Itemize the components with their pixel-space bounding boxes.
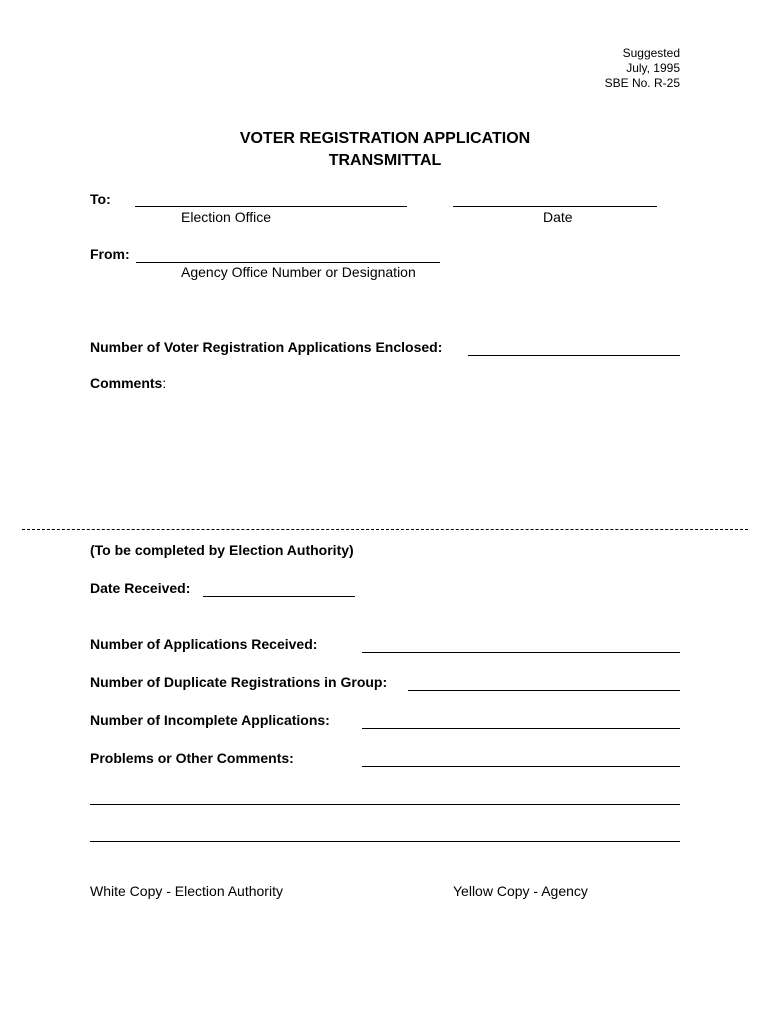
- form-number: SBE No. R-25: [604, 76, 680, 90]
- from-label: From:: [90, 246, 130, 262]
- applications-received-field[interactable]: [362, 636, 680, 653]
- white-copy-note: White Copy - Election Authority: [90, 883, 283, 899]
- authority-section-heading: (To be completed by Election Authority): [90, 542, 354, 558]
- yellow-copy-note: Yellow Copy - Agency: [453, 883, 588, 899]
- problems-comments-line-3[interactable]: [90, 825, 680, 842]
- comments-label: [90, 375, 166, 391]
- suggested-label: Suggested: [622, 46, 680, 60]
- problems-comments-field[interactable]: [362, 750, 680, 767]
- title-line-1: VOTER REGISTRATION APPLICATION: [239, 130, 531, 147]
- agency-office-caption: Agency Office Number or Designation: [181, 264, 416, 280]
- comments-colon: :: [162, 375, 167, 391]
- applications-received-label: Number of Applications Received:: [90, 636, 318, 652]
- title-line-2: TRANSMITTAL: [328, 152, 442, 169]
- header-meta: [605, 46, 680, 91]
- comments-area[interactable]: [90, 396, 680, 506]
- duplicate-registrations-field[interactable]: [408, 674, 680, 691]
- date-field[interactable]: [453, 190, 657, 207]
- duplicate-registrations-label: Number of Duplicate Registrations in Group:: [90, 674, 388, 690]
- cut-line-divider: [22, 529, 748, 530]
- enclosed-count-label: Number of Voter Registration Applications Enclosed:: [90, 339, 443, 355]
- agency-office-field[interactable]: [136, 246, 440, 263]
- comments-label-text: Comments: [90, 375, 163, 391]
- election-office-caption: Election Office: [181, 209, 272, 225]
- page-title: [0, 128, 770, 172]
- incomplete-applications-field[interactable]: [362, 712, 680, 729]
- incomplete-applications-label: Number of Incomplete Applications:: [90, 712, 330, 728]
- problems-comments-line-2[interactable]: [90, 788, 680, 805]
- form-date: July, 1995: [626, 61, 680, 75]
- to-label: To:: [90, 191, 111, 207]
- election-office-field[interactable]: [135, 190, 407, 207]
- problems-comments-label: Problems or Other Comments:: [90, 750, 294, 766]
- date-received-label: Date Received:: [90, 580, 191, 596]
- date-received-field[interactable]: [203, 580, 355, 597]
- enclosed-count-field[interactable]: [468, 339, 680, 356]
- date-caption: Date: [543, 209, 573, 225]
